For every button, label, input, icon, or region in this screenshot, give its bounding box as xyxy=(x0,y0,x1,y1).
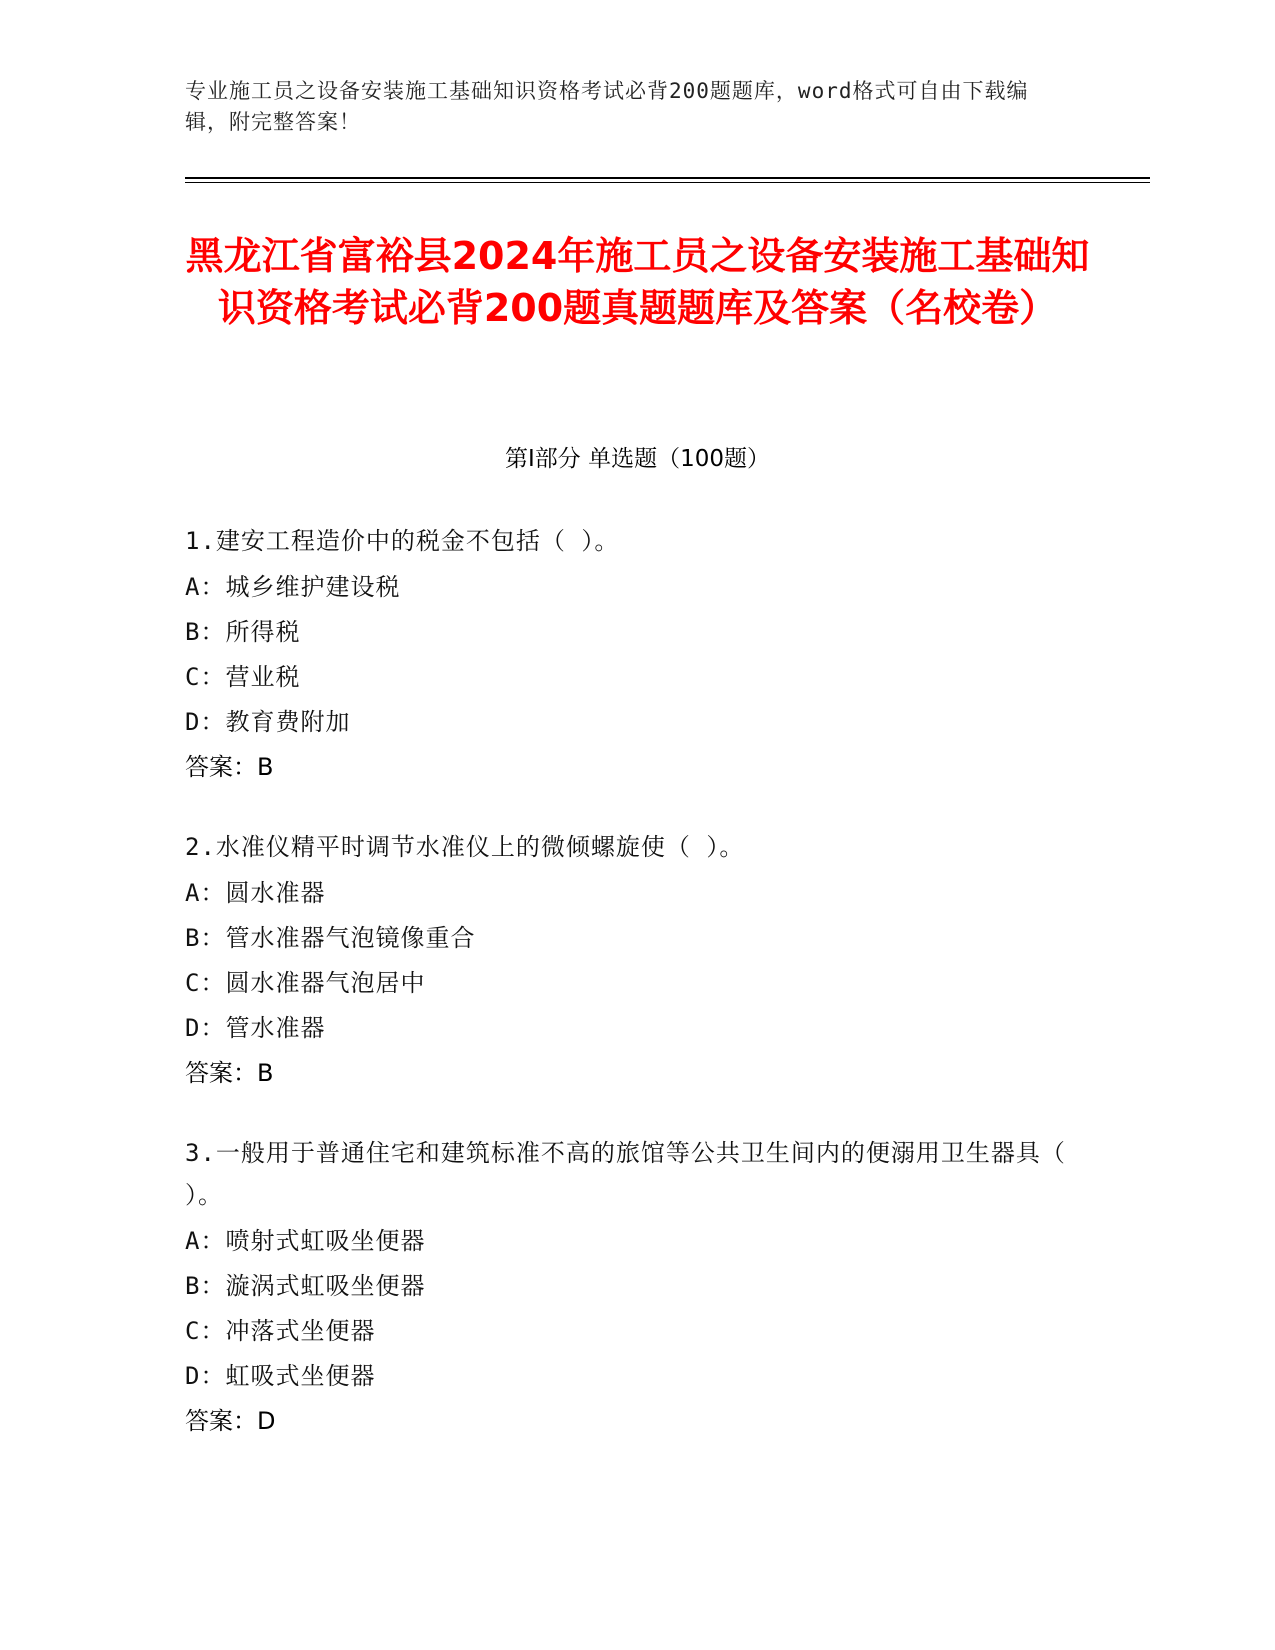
option-a: A：城乡维护建设税 xyxy=(185,573,401,601)
section-title: 第Ⅰ部分 单选题（100题） xyxy=(505,446,770,472)
document-title: 黑龙江省富裕县2024年施工员之设备安装施工基础知识资格考试必背200题真题题库及答案（名校卷） xyxy=(185,234,1090,330)
question-stem: 3.一般用于普通住宅和建筑标准不高的旅馆等公共卫生间内的便溺用卫生器具（ ）。 xyxy=(185,1139,1066,1209)
answer: 答案：B xyxy=(185,1059,274,1087)
header-rule-thin xyxy=(185,182,1150,183)
question-stem: 1.建安工程造价中的税金不包括（ ）。 xyxy=(185,527,620,555)
question-3 xyxy=(185,1132,1085,1444)
option-c: C：圆水准器气泡居中 xyxy=(185,969,426,997)
header-note: 专业施工员之设备安装施工基础知识资格考试必背200题题库，word格式可自由下载编辑，附完整答案！ xyxy=(185,79,1029,134)
option-a: A：圆水准器 xyxy=(185,879,326,907)
question-list xyxy=(185,520,1085,1480)
question-1 xyxy=(185,520,1085,790)
option-c: C：营业税 xyxy=(185,663,301,691)
option-d: D：教育费附加 xyxy=(185,708,351,736)
answer: 答案：B xyxy=(185,753,274,781)
question-2 xyxy=(185,826,1085,1096)
answer: 答案：D xyxy=(185,1407,276,1435)
header-rule-thick xyxy=(185,177,1150,179)
option-d: D：管水准器 xyxy=(185,1014,326,1042)
option-b: B：漩涡式虹吸坐便器 xyxy=(185,1272,426,1300)
option-a: A：喷射式虹吸坐便器 xyxy=(185,1227,426,1255)
question-stem: 2.水准仪精平时调节水准仪上的微倾螺旋使（ ）。 xyxy=(185,833,745,861)
option-b: B：所得税 xyxy=(185,618,301,646)
option-d: D：虹吸式坐便器 xyxy=(185,1362,376,1390)
option-c: C：冲落式坐便器 xyxy=(185,1317,376,1345)
option-b: B：管水准器气泡镜像重合 xyxy=(185,924,476,952)
